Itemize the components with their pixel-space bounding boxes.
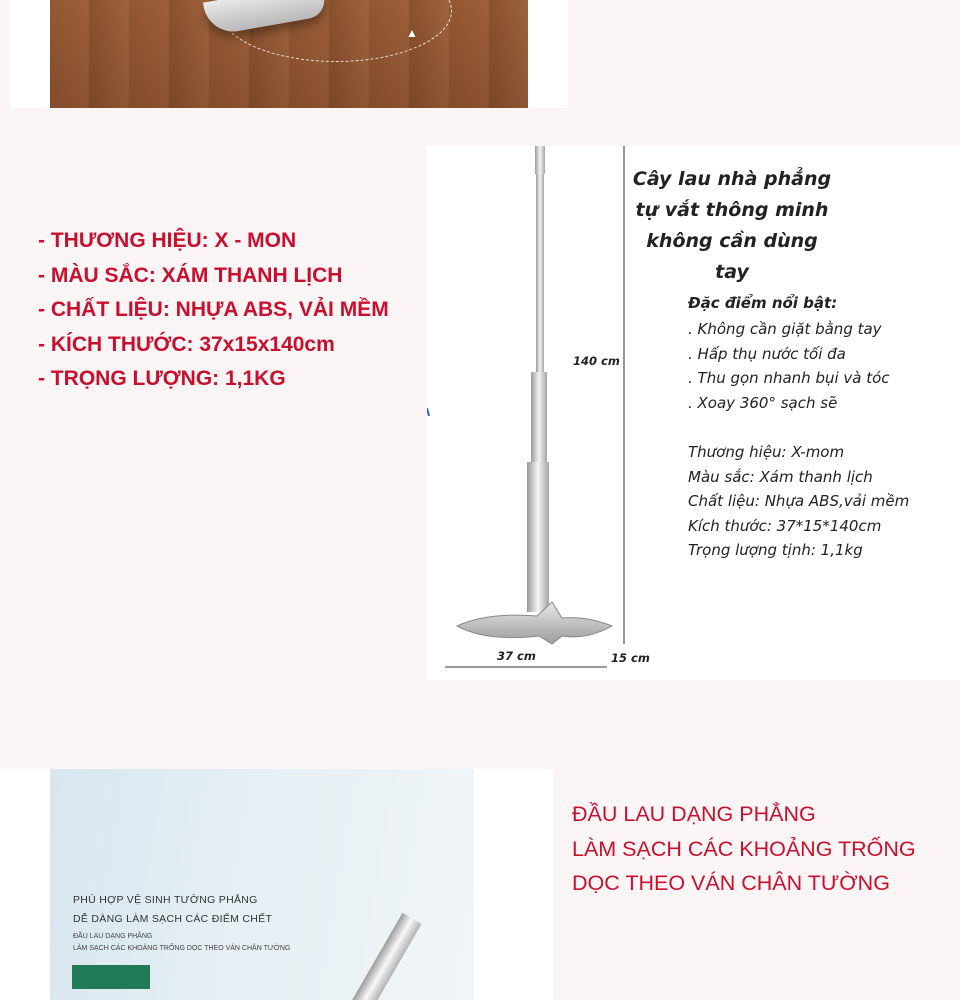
detail-item: Màu sắc: Xám thanh lịch — [688, 467, 873, 486]
mop-upper-pole — [536, 174, 544, 374]
width-label: 37 cm — [497, 649, 536, 663]
photo-caption-small: ĐẦU LAU DẠNG PHẲNG — [73, 933, 153, 940]
highlight-item: . Không cần giặt bằng tay — [688, 320, 882, 338]
detail-item: Chất liệu: Nhựa ABS,vải mềm — [688, 492, 910, 511]
photo-caption-small: LÀM SẠCH CÁC KHOẢNG TRỐNG DỌC THEO VÁN CHÂN TƯỜNG — [73, 945, 291, 952]
feature-line: ĐẦU LAU DẠNG PHẲNG — [572, 802, 816, 826]
detail-item: Kích thước: 37*15*140cm — [688, 516, 882, 535]
top-floor-photo — [10, 0, 568, 108]
details-list — [688, 440, 909, 563]
feature-line: DỌC THEO VÁN CHÂN TƯỜNG — [572, 871, 890, 895]
product-info-card — [427, 146, 960, 680]
spec-list — [38, 224, 389, 397]
spec-weight: - TRỌNG LƯỢNG: 1,1KG — [38, 367, 286, 390]
highlights-title: Đặc điểm nổi bật: — [688, 294, 838, 312]
mop-mid-pole — [531, 372, 547, 462]
highlight-item: . Hấp thụ nước tối đa — [688, 344, 846, 363]
bottom-wall-photo — [0, 769, 553, 1000]
mop-lower-pole — [527, 462, 549, 612]
depth-label: 15 cm — [611, 651, 650, 665]
spec-size: - KÍCH THƯỚC: 37x15x140cm — [38, 332, 335, 356]
spec-material: - CHẤT LIỆU: NHỰA ABS, VẢI MỀM — [38, 298, 389, 321]
spec-brand: - THƯƠNG HIỆU: X - MON — [38, 229, 297, 252]
highlight-item: . Xoay 360° sạch sẽ — [688, 393, 838, 412]
feature-line: LÀM SẠCH CÁC KHOẢNG TRỐNG — [572, 836, 916, 861]
photo-caption-line: PHÙ HỢP VỆ SINH TƯỜNG PHẲNG — [73, 894, 258, 906]
photo-caption-line: DỄ DÀNG LÀM SẠCH CÁC ĐIỂM CHẾT — [73, 913, 273, 925]
title-line: tự vắt thông minh — [635, 199, 829, 221]
feature-list — [572, 797, 916, 901]
detail-item: Trọng lượng tịnh: 1,1kg — [688, 541, 863, 560]
highlights-list — [688, 317, 890, 415]
title-line: Cây lau nhà phẳng — [632, 168, 832, 190]
card-title — [627, 164, 960, 288]
detail-item: Thương hiệu: X-mom — [688, 443, 845, 461]
green-label-block — [72, 965, 150, 989]
arrow-icon: ▲ — [406, 26, 418, 40]
spec-color: - MÀU SẮC: XÁM THANH LỊCH — [38, 263, 343, 287]
height-label: 140 cm — [573, 354, 620, 368]
highlight-item: . Thu gọn nhanh bụi và tóc — [688, 369, 890, 388]
mop-grip — [535, 146, 545, 174]
title-line: không cần dùng tay — [646, 230, 818, 283]
